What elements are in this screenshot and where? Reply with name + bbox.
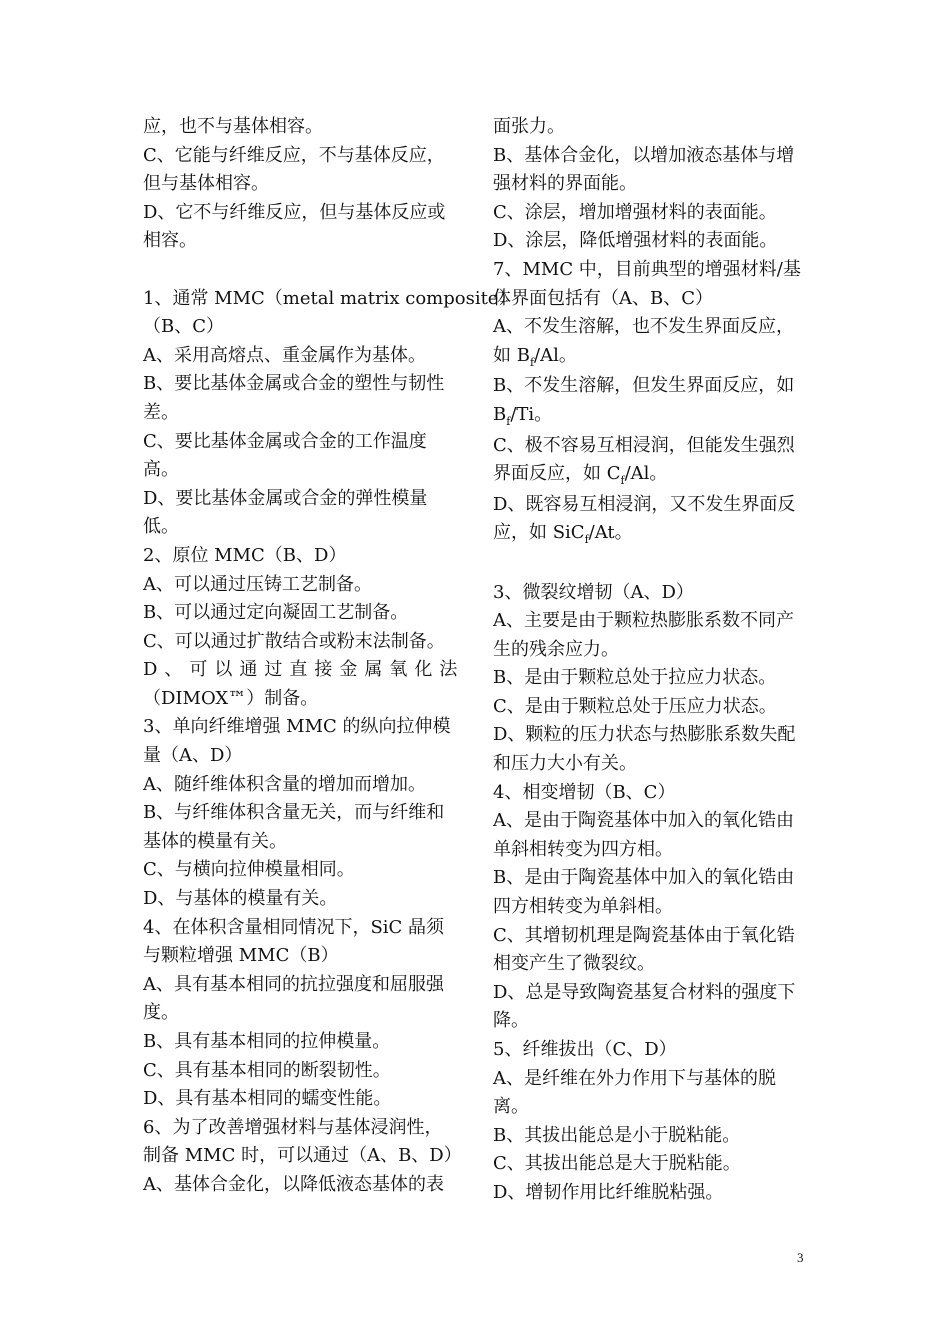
text-line: 面张力。 <box>493 116 565 137</box>
text-line: 基体的模量有关。 <box>143 830 287 852</box>
text-segment: /Al。 <box>624 463 668 485</box>
question-4-stem: 4、在体积含量相同情况下，SiC 晶须 <box>143 916 445 938</box>
text-line: C、具有基本相同的断裂韧性。 <box>143 1059 391 1081</box>
question-3-stem: 3、单向纤维增强 MMC 的纵向拉伸模 <box>143 716 451 738</box>
text-line: 相容。 <box>143 230 197 252</box>
text-line: 应，也不与基体相容。 <box>143 116 323 137</box>
question-1-stem: 1、通常 MMC（metal matrix composite） <box>143 287 517 309</box>
text-line: 体界面包括有（A、B、C） <box>493 287 713 309</box>
text-segment: 应，如 SiC <box>493 522 585 544</box>
text-line: B、具有基本相同的拉伸模量。 <box>143 1031 391 1052</box>
text-line: D、具有基本相同的蠕变性能。 <box>143 1088 392 1110</box>
subscript: f <box>584 533 589 547</box>
text-line: A、是由于陶瓷基体中加入的氧化锆由 <box>493 810 794 832</box>
text-line: B、其拔出能总是小于脱粘能。 <box>493 1124 741 1146</box>
text-line: C、要比基体金属或合金的工作温度 <box>143 430 427 452</box>
text-line: D、颗粒的压力状态与热膨胀系数失配 <box>493 724 796 746</box>
question-1-answer: （B、C） <box>143 316 224 338</box>
section-3-stem: 3、微裂纹增韧（A、D） <box>493 581 694 603</box>
text-line <box>493 342 813 373</box>
text-line: D、要比基体金属或合金的弹性模量 <box>143 487 428 509</box>
text-line: D、既容易互相浸润，又不发生界面反 <box>493 493 796 515</box>
text-line: C、可以通过扩散结合或粉末法制备。 <box>143 630 445 652</box>
text-line: 与颗粒增强 MMC（B） <box>143 945 339 967</box>
text-line: D、它不与纤维反应，但与基体反应或 <box>143 201 446 223</box>
text-line: D、增韧作用比纤维脱粘强。 <box>493 1181 724 1203</box>
text-line: C、是由于颗粒总处于压应力状态。 <box>493 695 777 717</box>
text-segment: /At。 <box>588 522 633 544</box>
text-line: C、它能与纤维反应，不与基体反应， <box>143 144 445 166</box>
text-line: 降。 <box>493 1010 529 1032</box>
question-2-stem: 2、原位 MMC（B、D） <box>143 544 347 566</box>
text-line: C、其增韧机理是陶瓷基体由于氧化锆 <box>493 924 795 946</box>
text-line: 四方相转变为单斜相。 <box>493 896 673 918</box>
text-line: C、与横向拉伸模量相同。 <box>143 859 355 881</box>
text-line: B、不发生溶解，但发生界面反应，如 <box>493 375 795 397</box>
text-line: 离。 <box>493 1096 529 1118</box>
text-line: D、涂层，降低增强材料的表面能。 <box>493 230 778 252</box>
text-line: C、极不容易互相浸润，但能发生强烈 <box>493 434 795 456</box>
text-line: B、是由于陶瓷基体中加入的氧化锆由 <box>493 867 795 889</box>
text-line: 制备 MMC 时，可以通过（A、B、D） <box>143 1145 462 1167</box>
blank-line <box>493 550 813 579</box>
text-segment: 界面反应，如 C <box>493 463 621 485</box>
text-line: 强材料的界面能。 <box>493 173 637 195</box>
text-line: C、其拔出能总是大于脱粘能。 <box>493 1153 741 1175</box>
text-line: A、主要是由于颗粒热膨胀系数不同产 <box>493 610 794 632</box>
text-line: D、与基体的模量有关。 <box>143 888 338 910</box>
right-column <box>493 113 813 1208</box>
text-line: 低。 <box>143 516 179 538</box>
page-number: 3 <box>797 1250 804 1265</box>
text-line: A、是纤维在外力作用下与基体的脱 <box>493 1067 776 1089</box>
text-line <box>493 519 813 550</box>
text-line: A、随纤维体积含量的增加而增加。 <box>143 773 426 795</box>
text-line <box>493 401 813 432</box>
text-line: A、采用高熔点、重金属作为基体。 <box>143 344 426 366</box>
text-line: B、可以通过定向凝固工艺制备。 <box>143 602 409 624</box>
text-segment: /Ti。 <box>510 403 553 425</box>
text-segment: /Al。 <box>534 344 577 366</box>
text-line: D、可以通过直接金属氧化法 <box>143 659 465 681</box>
text-segment: 如 B <box>493 344 530 366</box>
text-line: 生的残余应力。 <box>493 638 619 660</box>
text-line: 量（A、D） <box>143 745 243 767</box>
text-line: 差。 <box>143 401 179 423</box>
text-line: A、不发生溶解，也不发生界面反应， <box>493 316 794 338</box>
text-line: C、涂层，增加增强材料的表面能。 <box>493 201 777 223</box>
text-line: B、是由于颗粒总处于拉应力状态。 <box>493 667 777 689</box>
text-segment: B <box>493 403 507 425</box>
question-7-stem: 7、MMC 中，目前典型的增强材料/基 <box>493 258 801 280</box>
text-line: B、与纤维体积含量无关，而与纤维和 <box>143 802 445 824</box>
text-line: A、基体合金化，以降低液态基体的表 <box>143 1173 444 1195</box>
text-line: （DIMOX™）制备。 <box>143 687 319 709</box>
text-line: B、基体合金化，以增加液态基体与增 <box>493 144 795 166</box>
text-line: D、总是导致陶瓷基复合材料的强度下 <box>493 981 796 1003</box>
text-line: B、要比基体金属或合金的塑性与韧性 <box>143 373 445 395</box>
text-line: 高。 <box>143 459 179 481</box>
subscript: f <box>506 414 511 428</box>
section-4-stem: 4、相变增韧（B、C） <box>493 781 676 803</box>
text-line: A、具有基本相同的抗拉强度和屈服强 <box>143 973 444 995</box>
text-line: 单斜相转变为四方相。 <box>493 838 673 860</box>
text-line: 但与基体相容。 <box>143 173 269 195</box>
question-6-stem: 6、为了改善增强材料与基体浸润性， <box>143 1116 443 1138</box>
subscript: f <box>620 474 625 488</box>
text-line <box>493 460 813 491</box>
text-line: A、可以通过压铸工艺制备。 <box>143 573 372 595</box>
text-line: 相变产生了微裂纹。 <box>493 953 655 975</box>
text-line: 和压力大小有关。 <box>493 753 637 775</box>
subscript: f <box>529 355 535 369</box>
blank-line <box>143 256 465 285</box>
section-5-stem: 5、纤维拔出（C、D） <box>493 1039 677 1060</box>
text-line: 度。 <box>143 1002 179 1024</box>
